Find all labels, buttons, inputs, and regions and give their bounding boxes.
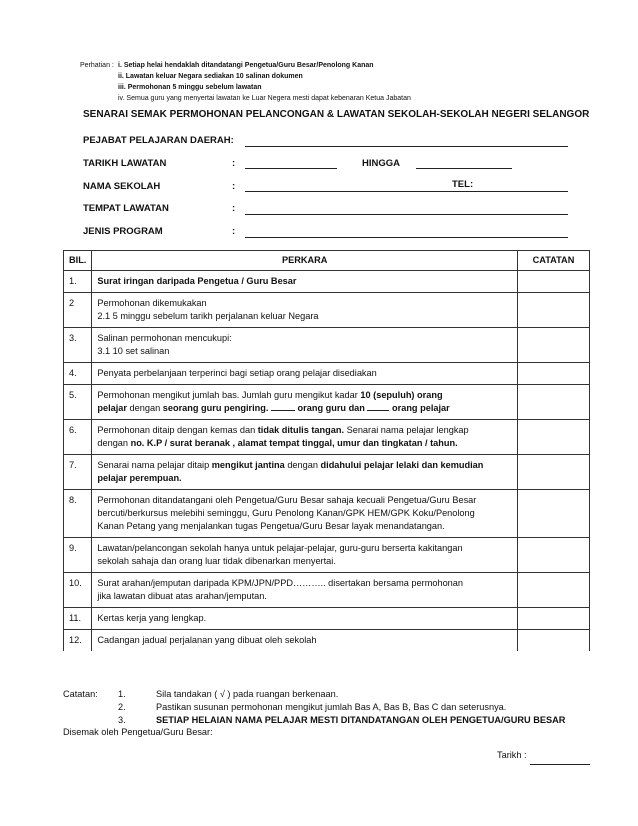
row-text-bold: 10 (sepuluh) orang	[360, 390, 443, 400]
jenis-program-line[interactable]	[245, 237, 568, 238]
header-catatan: CATATAN	[518, 251, 590, 271]
row-text-bold: pelajar	[97, 403, 127, 413]
row-text: dengan	[126, 403, 163, 413]
table-row	[64, 608, 590, 630]
row-number: 8.	[64, 490, 92, 538]
row-item	[92, 608, 518, 630]
row-text: dengan	[284, 460, 321, 470]
row-text-bold: orang guru dan	[294, 403, 368, 413]
colon: :	[232, 181, 236, 192]
row-text-bold: didahului pelajar lelaki dan kemudian	[320, 460, 484, 470]
tarikh-to-line[interactable]	[416, 168, 512, 169]
row-number: 6.	[64, 420, 92, 455]
row-text: Senarai nama pelajar lengkap	[344, 425, 469, 435]
row-text: Kertas kerja yang lengkap.	[97, 613, 207, 623]
row-number: 5.	[64, 385, 92, 420]
tempat-lawatan-line[interactable]	[245, 214, 568, 215]
table-row	[64, 271, 590, 293]
notes-label: Perhatian :	[80, 62, 114, 69]
row-text: Kanan Petang yang menjalankan tugas Pengetua/Guru Besar layak menandatangan.	[97, 521, 445, 531]
catatan-number: 1.	[118, 689, 126, 699]
row-text: Surat iringan daripada Pengetua / Guru Besar	[97, 276, 297, 286]
table-row	[64, 420, 590, 455]
jenis-program-label: JENIS PROGRAM	[83, 226, 163, 237]
catatan-cell[interactable]	[518, 573, 590, 608]
catatan-text: Pastikan susunan permohonan mengikut jumlah Bas A, Bas B, Bas C dan seterusnya.	[156, 702, 507, 712]
colon: :	[232, 158, 236, 169]
row-text-bold: mengikut jantina	[211, 460, 285, 470]
row-text: dengan	[97, 438, 131, 448]
row-number: 2	[64, 293, 92, 328]
catatan-text: Sila tandakan ( √ ) pada ruangan berkenaan.	[156, 689, 339, 699]
pejabat-label: PEJABAT PELAJARAN DAERAH:	[83, 135, 234, 146]
table-row	[64, 293, 590, 328]
row-text: 3.1 10 set salinan	[97, 346, 170, 356]
catatan-cell[interactable]	[518, 293, 590, 328]
note-item: i. Setiap helai hendaklah ditandatangi Pengetua/Guru Besar/Penolong Kanan	[118, 62, 374, 69]
catatan-number: 3.	[118, 715, 126, 725]
row-text-bold: seorang guru pengiring.	[162, 403, 269, 413]
colon: :	[232, 203, 236, 214]
row-item	[92, 328, 518, 363]
colon: :	[232, 226, 236, 237]
table-header-row	[64, 251, 590, 271]
row-text-bold: no. K.P / surat beranak , alamat tempat tinggal, umur dan tingkatan / tahun.	[130, 438, 458, 448]
catatan-cell[interactable]	[518, 271, 590, 293]
row-item	[92, 293, 518, 328]
row-number: 12.	[64, 630, 92, 652]
row-number: 10.	[64, 573, 92, 608]
catatan-label: Catatan:	[63, 689, 98, 699]
row-item	[92, 573, 518, 608]
row-item	[92, 363, 518, 385]
page-title: SENARAI SEMAK PERMOHONAN PELANCONGAN & LAWATAN SEKOLAH-SEKOLAH NEGERI SELANGOR	[83, 109, 590, 120]
catatan-cell[interactable]	[518, 455, 590, 490]
table-row	[64, 328, 590, 363]
tarikh-sign-label: Tarikh :	[497, 750, 527, 760]
row-number: 7.	[64, 455, 92, 490]
row-text: Salinan permohonan mencukupi:	[97, 333, 232, 343]
catatan-text: SETIAP HELAIAN NAMA PELAJAR MESTI DITANDATANGAN OLEH PENGETUA/GURU BESAR	[156, 715, 566, 725]
row-text: Permohonan dikemukakan	[97, 298, 207, 308]
tarikh-sign-line[interactable]	[530, 764, 590, 765]
note-item: iv. Semua guru yang menyertai lawatan ke Luar Negera mesti dapat kebenaran Ketua Jabatan	[118, 95, 411, 102]
row-item	[92, 271, 518, 293]
catatan-cell[interactable]	[518, 608, 590, 630]
notes-block	[80, 60, 411, 104]
tarikh-lawatan-label: TARIKH LAWATAN	[83, 158, 167, 169]
note-item: ii. Lawatan keluar Negara sediakan 10 salinan dokumen	[118, 73, 303, 80]
table-row	[64, 455, 590, 490]
row-text: sekolah sahaja dan orang luar tidak dibenarkan menyertai.	[97, 556, 336, 566]
row-number: 9.	[64, 538, 92, 573]
catatan-cell[interactable]	[518, 363, 590, 385]
header-bil: BIL.	[64, 251, 92, 271]
hingga-label: HINGGA	[362, 158, 400, 169]
catatan-cell[interactable]	[518, 385, 590, 420]
row-item	[92, 420, 518, 455]
row-number: 4.	[64, 363, 92, 385]
table-row	[64, 573, 590, 608]
catatan-cell[interactable]	[518, 490, 590, 538]
row-text: Permohonan mengikut jumlah bas. Jumlah guru mengikut kadar	[97, 390, 361, 400]
checklist-table	[63, 250, 590, 651]
row-item	[92, 385, 518, 420]
row-item	[92, 490, 518, 538]
row-item	[92, 630, 518, 652]
row-text: bercuti/berkursus melebihi seminggu, Guru Penolong Kanan/GPK HEM/GPK Koku/Penolong	[97, 508, 475, 518]
row-text: Permohonan ditandatangani oleh Pengetua/Guru Besar sahaja kecuali Pengetua/Guru Besar	[97, 495, 477, 505]
row-item	[92, 455, 518, 490]
row-text-bold: pelajar perempuan.	[97, 473, 182, 483]
row-text: 2.1 5 minggu sebelum tarikh perjalanan keluar Negara	[97, 311, 319, 321]
catatan-cell[interactable]	[518, 420, 590, 455]
tel-label: TEL:	[452, 179, 474, 190]
tarikh-from-line[interactable]	[245, 168, 337, 169]
pejabat-input-line[interactable]	[245, 146, 568, 147]
row-item	[92, 538, 518, 573]
row-text: Penyata perbelanjaan terperinci bagi setiap orang pelajar disediakan	[97, 368, 377, 378]
table-row	[64, 538, 590, 573]
table-row	[64, 490, 590, 538]
blank-guru[interactable]	[271, 410, 295, 411]
row-number: 1.	[64, 271, 92, 293]
nama-sekolah-label: NAMA SEKOLAH	[83, 181, 161, 192]
row-text: Cadangan jadual perjalanan yang dibuat oleh sekolah	[97, 635, 317, 645]
row-text: jika lawatan dibuat atas arahan/jemputan.	[97, 591, 267, 601]
row-number: 11.	[64, 608, 92, 630]
row-text: Senarai nama pelajar ditaip	[97, 460, 212, 470]
row-text: Lawatan/pelancongan sekolah hanya untuk pelajar-pelajar, guru-guru berserta kakitangan	[97, 543, 463, 553]
table-row	[64, 385, 590, 420]
disemak-label: Disemak oleh Pengetua/Guru Besar:	[63, 727, 213, 737]
nama-sekolah-line[interactable]	[245, 191, 568, 192]
tempat-lawatan-label: TEMPAT LAWATAN	[83, 203, 169, 214]
blank-pelajar[interactable]	[367, 410, 389, 411]
catatan-cell[interactable]	[518, 630, 590, 652]
row-text: Permohonan ditaip dengan kemas dan	[97, 425, 258, 435]
catatan-cell[interactable]	[518, 538, 590, 573]
catatan-cell[interactable]	[518, 328, 590, 363]
note-item: iii. Permohonan 5 minggu sebelum lawatan	[118, 84, 262, 91]
row-text-bold: tidak ditulis tangan.	[257, 425, 345, 435]
catatan-number: 2.	[118, 702, 126, 712]
row-number: 3.	[64, 328, 92, 363]
row-text-bold: orang pelajar	[389, 403, 450, 413]
table-row	[64, 363, 590, 385]
row-text: Surat arahan/jemputan daripada KPM/JPN/PPD……….. disertakan bersama permohonan	[97, 578, 464, 588]
catatan-block	[63, 688, 603, 727]
table-row	[64, 630, 590, 652]
header-perkara: PERKARA	[92, 251, 518, 271]
